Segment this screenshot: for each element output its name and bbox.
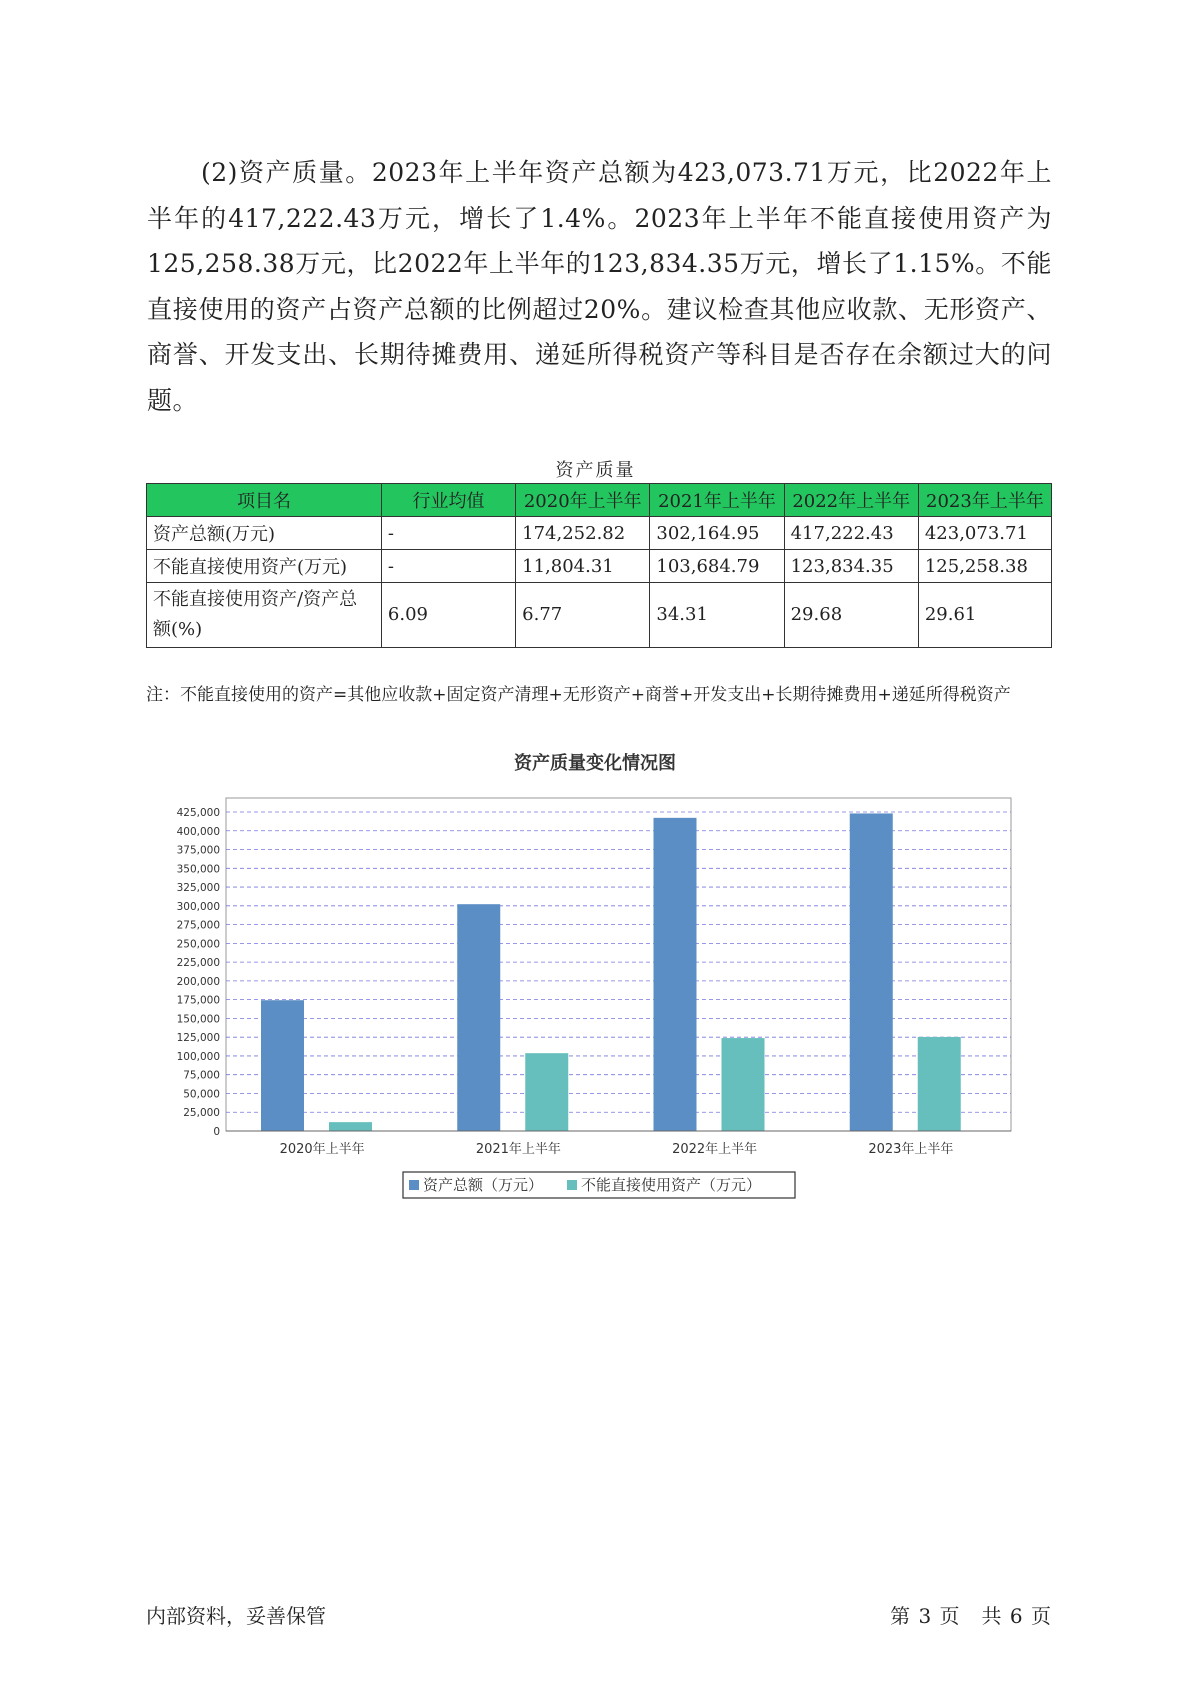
table-cell: 34.31 (650, 583, 784, 648)
footer-confidential: 内部资料，妥善保管 (146, 1604, 326, 1628)
table-cell: 资产总额(万元) (147, 517, 382, 550)
legend-swatch (409, 1180, 419, 1190)
table-cell: 123,834.35 (784, 550, 918, 583)
y-tick-label: 350,000 (176, 863, 220, 876)
table-row (147, 550, 1052, 583)
chart-title: 资产质量变化情况图 (514, 753, 676, 774)
table-cell: 302,164.95 (650, 517, 784, 550)
bar-total-assets (850, 813, 893, 1131)
header-cell: 2023年上半年 (918, 484, 1051, 517)
bar-unusable-assets (329, 1122, 372, 1131)
legend-label: 不能直接使用资产（万元） (581, 1176, 762, 1194)
y-tick-label: 200,000 (176, 975, 220, 988)
table-cell: 125,258.38 (918, 550, 1051, 583)
y-tick-label: 300,000 (176, 900, 220, 913)
asset-quality-table (146, 483, 1052, 648)
table-title: 资产质量 (555, 460, 636, 481)
y-tick-label: 400,000 (176, 825, 220, 838)
table-header-row (147, 484, 1052, 517)
header-cell: 项目名 (147, 484, 382, 517)
table-cell: 417,222.43 (784, 517, 918, 550)
legend-label: 资产总额（万元） (423, 1176, 544, 1194)
y-tick-label: 0 (213, 1126, 220, 1138)
table-cell: 29.61 (918, 583, 1051, 648)
footer-page-number: 第 3 页 共 6 页 (890, 1604, 1052, 1628)
x-tick-label: 2020年上半年 (279, 1142, 365, 1157)
y-tick-label: 125,000 (176, 1032, 220, 1045)
y-tick-label: 75,000 (183, 1069, 220, 1082)
y-tick-label: 25,000 (183, 1107, 220, 1120)
table-cell: 11,804.31 (516, 550, 650, 583)
table-note: 注：不能直接使用的资产=其他应收款+固定资产清理+无形资产+商誉+开发支出+长期待摊费用+递延所得税资产 (146, 685, 1011, 705)
asset-quality-bar-chart (0, 745, 1191, 1225)
table-row (147, 583, 1052, 648)
table-cell: 不能直接使用资产(万元) (147, 550, 382, 583)
legend-swatch (567, 1180, 577, 1190)
bar-unusable-assets (525, 1053, 568, 1131)
bar-total-assets (261, 1000, 304, 1131)
table-cell: 29.68 (784, 583, 918, 648)
y-tick-label: 100,000 (176, 1050, 220, 1063)
table-cell: - (381, 550, 515, 583)
y-tick-label: 425,000 (176, 807, 220, 819)
y-tick-label: 250,000 (176, 938, 220, 951)
table-cell: 不能直接使用资产/资产总额(%) (147, 583, 382, 648)
x-tick-label: 2022年上半年 (672, 1142, 758, 1157)
table-cell: 6.09 (381, 583, 515, 648)
y-tick-label: 225,000 (176, 957, 220, 970)
table-cell: - (381, 517, 515, 550)
header-cell: 2021年上半年 (650, 484, 784, 517)
table-cell: 6.77 (516, 583, 650, 648)
bar-total-assets (654, 818, 697, 1131)
header-cell: 行业均值 (381, 484, 515, 517)
body-paragraph: (2)资产质量。2023年上半年资产总额为423,073.71万元，比2022年上半年的417,222.43万元，增长了1.4%。2023年上半年不能直接使用资产为125,258.38万元，比2022年上半年的123,834.35万元，增长了1.15%。不能直接使用的资产占资产总额的比例超过20%。建议检查其他应收款、无形资产、商誉、开发支出、长期待摊费用、递延所得税资产等科目是否存在余额过大的问题。 (147, 158, 1052, 415)
table-cell: 174,252.82 (516, 517, 650, 550)
y-tick-label: 375,000 (176, 844, 220, 857)
bar-unusable-assets (722, 1038, 765, 1131)
header-cell: 2020年上半年 (516, 484, 650, 517)
header-cell: 2022年上半年 (784, 484, 918, 517)
bar-unusable-assets (918, 1037, 961, 1131)
table-cell: 103,684.79 (650, 550, 784, 583)
y-tick-label: 50,000 (183, 1088, 220, 1101)
y-tick-label: 150,000 (176, 1013, 220, 1026)
x-tick-label: 2023年上半年 (868, 1142, 954, 1157)
plot-area (226, 798, 1011, 1131)
x-tick-label: 2021年上半年 (475, 1142, 561, 1157)
bar-total-assets (457, 904, 500, 1131)
table-row (147, 517, 1052, 550)
y-tick-label: 275,000 (176, 919, 220, 932)
y-tick-label: 325,000 (176, 882, 220, 895)
y-tick-label: 175,000 (176, 994, 220, 1007)
table-cell: 423,073.71 (918, 517, 1051, 550)
